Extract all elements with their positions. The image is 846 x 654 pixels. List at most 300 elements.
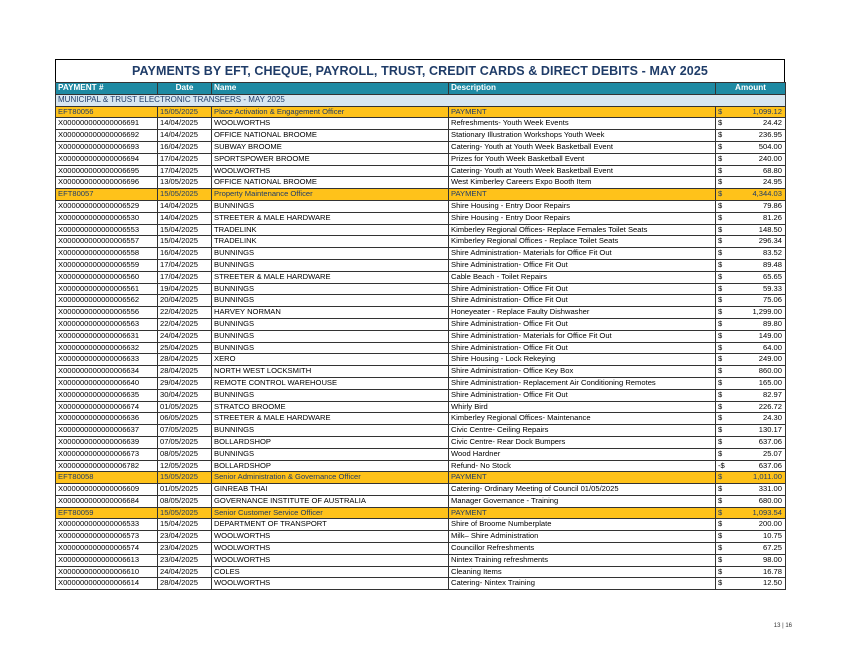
name-cell: XERO (212, 354, 449, 366)
date-cell: 28/04/2025 (158, 354, 212, 366)
currency-symbol: $ (718, 342, 723, 352)
amount-value: 165.00 (758, 377, 782, 387)
amount-cell (716, 248, 786, 260)
amount-cell (716, 436, 786, 448)
name-cell: WOOLWORTHS (212, 531, 449, 543)
date-cell: 24/04/2025 (158, 330, 212, 342)
header-date: Date (158, 83, 212, 95)
description-cell: PAYMENT (449, 106, 716, 118)
name-cell: GINREAB THAI (212, 484, 449, 496)
date-cell: 28/04/2025 (158, 366, 212, 378)
amount-cell (716, 460, 786, 472)
table-row (56, 236, 786, 248)
amount-cell (716, 330, 786, 342)
amount-value: 59.33 (762, 283, 782, 293)
payment-cell: EFT80056 (56, 106, 158, 118)
table-row (56, 436, 786, 448)
name-cell: BUNNINGS (212, 448, 449, 460)
amount-cell (716, 342, 786, 354)
amount-value: 24.95 (762, 177, 782, 187)
amount-cell (716, 401, 786, 413)
description-cell: Councillor Refreshments (449, 543, 716, 555)
currency-symbol: $ (718, 389, 723, 399)
currency-symbol: $ (718, 118, 723, 128)
table-row (56, 130, 786, 142)
table-row (56, 578, 786, 590)
amount-cell (716, 318, 786, 330)
amount-value: 82.97 (762, 389, 782, 399)
date-cell: 15/05/2025 (158, 106, 212, 118)
table-row (56, 484, 786, 496)
table-row (56, 153, 786, 165)
amount-value: 79.86 (762, 200, 782, 210)
amount-cell (716, 554, 786, 566)
name-cell: WOOLWORTHS (212, 543, 449, 555)
amount-value: 68.80 (762, 165, 782, 175)
name-cell: BUNNINGS (212, 283, 449, 295)
header-amount: Amount (716, 83, 786, 95)
table-row (56, 307, 786, 319)
name-cell: COLES (212, 566, 449, 578)
payment-cell: X000000000000006640 (56, 377, 158, 389)
date-cell: 07/05/2025 (158, 425, 212, 437)
eft-payment-row (56, 472, 786, 484)
amount-value: 148.50 (758, 224, 782, 234)
amount-cell (716, 106, 786, 118)
amount-cell (716, 484, 786, 496)
name-cell: BUNNINGS (212, 200, 449, 212)
currency-symbol: $ (718, 507, 723, 517)
name-cell: Place Activation & Engagement Officer (212, 106, 449, 118)
payment-cell: X000000000000006674 (56, 401, 158, 413)
description-cell: Honeyeater - Replace Faulty Dishwasher (449, 307, 716, 319)
date-cell: 15/05/2025 (158, 189, 212, 201)
date-cell: 06/05/2025 (158, 413, 212, 425)
amount-value: 98.00 (762, 554, 782, 564)
payment-cell: X000000000000006632 (56, 342, 158, 354)
amount-value: 200.00 (758, 519, 782, 529)
currency-symbol: $ (718, 566, 723, 576)
table-row (56, 177, 786, 189)
payment-cell: X000000000000006782 (56, 460, 158, 472)
table-row (56, 566, 786, 578)
date-cell: 20/04/2025 (158, 295, 212, 307)
currency-symbol: $ (718, 472, 723, 482)
table-row (56, 366, 786, 378)
amount-value: 1,011.00 (753, 472, 782, 482)
amount-value: 24.42 (762, 118, 782, 128)
amount-value: 504.00 (758, 141, 782, 151)
table-row (56, 354, 786, 366)
currency-symbol: $ (718, 212, 723, 222)
name-cell: STREETER & MALE HARDWARE (212, 212, 449, 224)
amount-value: 67.25 (762, 543, 782, 553)
description-cell: Wood Hardner (449, 448, 716, 460)
payment-cell: X000000000000006573 (56, 531, 158, 543)
date-cell: 14/04/2025 (158, 212, 212, 224)
payment-cell: EFT80058 (56, 472, 158, 484)
amount-cell (716, 141, 786, 153)
currency-symbol: $ (718, 271, 723, 281)
table-row (56, 554, 786, 566)
amount-value: 226.72 (758, 401, 782, 411)
name-cell: WOOLWORTHS (212, 118, 449, 130)
amount-cell (716, 259, 786, 271)
amount-value: 83.52 (762, 248, 782, 258)
amount-cell (716, 177, 786, 189)
amount-value: 10.75 (762, 531, 782, 541)
payments-table (55, 82, 786, 590)
name-cell: OFFICE NATIONAL BROOME (212, 130, 449, 142)
name-cell: BUNNINGS (212, 342, 449, 354)
amount-value: 680.00 (758, 495, 782, 505)
amount-value: 65.65 (762, 271, 782, 281)
amount-value: 860.00 (758, 366, 782, 376)
description-cell: Milk– Shire Administration (449, 531, 716, 543)
amount-cell (716, 189, 786, 201)
table-row (56, 531, 786, 543)
amount-cell (716, 200, 786, 212)
currency-symbol: -$ (718, 460, 725, 470)
section-label: MUNICIPAL & TRUST ELECTRONIC TRANSFERS - MAY 2025 (56, 94, 786, 106)
header-description: Description (449, 83, 716, 95)
description-cell: Catering- Nintex Training (449, 578, 716, 590)
date-cell: 22/04/2025 (158, 318, 212, 330)
date-cell: 14/04/2025 (158, 200, 212, 212)
payment-cell: X000000000000006574 (56, 543, 158, 555)
payment-cell: EFT80057 (56, 189, 158, 201)
name-cell: BOLLARDSHOP (212, 436, 449, 448)
description-cell: Whirly Bird (449, 401, 716, 413)
payment-cell: X000000000000006562 (56, 295, 158, 307)
table-row (56, 283, 786, 295)
description-cell: Shire Administration- Office Fit Out (449, 389, 716, 401)
date-cell: 15/04/2025 (158, 519, 212, 531)
amount-value: 249.00 (758, 354, 782, 364)
payment-cell: X000000000000006560 (56, 271, 158, 283)
description-cell: Shire Administration- Materials for Office Fit Out (449, 248, 716, 260)
currency-symbol: $ (718, 377, 723, 387)
eft-payment-row (56, 189, 786, 201)
description-cell: Civic Centre- Ceiling Repairs (449, 425, 716, 437)
date-cell: 30/04/2025 (158, 389, 212, 401)
currency-symbol: $ (718, 307, 723, 317)
date-cell: 17/04/2025 (158, 153, 212, 165)
amount-cell (716, 377, 786, 389)
table-row (56, 425, 786, 437)
description-cell: Cable Beach - Toilet Repairs (449, 271, 716, 283)
amount-value: 12.50 (762, 578, 782, 588)
payment-cell: X000000000000006558 (56, 248, 158, 260)
date-cell: 23/04/2025 (158, 543, 212, 555)
date-cell: 08/05/2025 (158, 448, 212, 460)
amount-cell (716, 448, 786, 460)
payment-cell: X000000000000006673 (56, 448, 158, 460)
amount-cell (716, 283, 786, 295)
name-cell: BUNNINGS (212, 330, 449, 342)
date-cell: 22/04/2025 (158, 307, 212, 319)
date-cell: 15/05/2025 (158, 472, 212, 484)
date-cell: 08/05/2025 (158, 495, 212, 507)
name-cell: BUNNINGS (212, 425, 449, 437)
name-cell: REMOTE CONTROL WAREHOUSE (212, 377, 449, 389)
currency-symbol: $ (718, 413, 723, 423)
currency-symbol: $ (718, 495, 723, 505)
currency-symbol: $ (718, 165, 723, 175)
currency-symbol: $ (718, 189, 723, 199)
table-row (56, 495, 786, 507)
payment-cell: X000000000000006695 (56, 165, 158, 177)
header-payment: PAYMENT # (56, 83, 158, 95)
description-cell: Prizes for Youth Week Basketball Event (449, 153, 716, 165)
table-row (56, 377, 786, 389)
date-cell: 07/05/2025 (158, 436, 212, 448)
payment-cell: X000000000000006610 (56, 566, 158, 578)
table-row (56, 295, 786, 307)
date-cell: 17/04/2025 (158, 271, 212, 283)
amount-cell (716, 472, 786, 484)
amount-value: 64.00 (762, 342, 782, 352)
payment-cell: X000000000000006614 (56, 578, 158, 590)
amount-value: 89.48 (762, 259, 782, 269)
amount-cell (716, 413, 786, 425)
currency-symbol: $ (718, 425, 723, 435)
amount-value: 236.95 (758, 130, 782, 140)
date-cell: 15/04/2025 (158, 224, 212, 236)
amount-value: 25.07 (762, 448, 782, 458)
date-cell: 15/05/2025 (158, 507, 212, 519)
payment-cell: X000000000000006634 (56, 366, 158, 378)
name-cell: OFFICE NATIONAL BROOME (212, 177, 449, 189)
table-row (56, 200, 786, 212)
name-cell: NORTH WEST LOCKSMITH (212, 366, 449, 378)
table-row (56, 141, 786, 153)
currency-symbol: $ (718, 448, 723, 458)
date-cell: 17/04/2025 (158, 165, 212, 177)
payment-cell: X000000000000006684 (56, 495, 158, 507)
amount-cell (716, 507, 786, 519)
table-row (56, 413, 786, 425)
amount-cell (716, 578, 786, 590)
currency-symbol: $ (718, 177, 723, 187)
amount-cell (716, 531, 786, 543)
amount-value: 4,344.03 (752, 189, 782, 199)
payment-cell: X000000000000006635 (56, 389, 158, 401)
amount-value: 149.00 (758, 330, 782, 340)
amount-value: 16.78 (762, 566, 782, 576)
currency-symbol: $ (718, 578, 723, 588)
table-row (56, 165, 786, 177)
name-cell: WOOLWORTHS (212, 578, 449, 590)
currency-symbol: $ (718, 354, 723, 364)
amount-value: 331.00 (758, 484, 782, 494)
name-cell: GOVERNANCE INSTITUTE OF AUSTRALIA (212, 495, 449, 507)
currency-symbol: $ (718, 436, 723, 446)
amount-cell (716, 212, 786, 224)
amount-cell (716, 236, 786, 248)
description-cell: Shire Housing - Entry Door Repairs (449, 212, 716, 224)
description-cell: Manager Governance - Training (449, 495, 716, 507)
description-cell: Shire Administration- Replacement Air Conditioning Remotes (449, 377, 716, 389)
table-row (56, 330, 786, 342)
amount-cell (716, 543, 786, 555)
description-cell: Catering- Youth at Youth Week Basketball Event (449, 165, 716, 177)
amount-cell (716, 566, 786, 578)
date-cell: 25/04/2025 (158, 342, 212, 354)
currency-symbol: $ (718, 248, 723, 258)
name-cell: Property Maintenance Officer (212, 189, 449, 201)
currency-symbol: $ (718, 484, 723, 494)
name-cell: BOLLARDSHOP (212, 460, 449, 472)
table-row (56, 519, 786, 531)
payment-cell: X000000000000006693 (56, 141, 158, 153)
payment-cell: X000000000000006533 (56, 519, 158, 531)
amount-cell (716, 366, 786, 378)
payment-cell: X000000000000006639 (56, 436, 158, 448)
name-cell: BUNNINGS (212, 248, 449, 260)
table-row (56, 212, 786, 224)
amount-value: 75.06 (762, 295, 782, 305)
name-cell: TRADELINK (212, 236, 449, 248)
amount-value: 1,099.12 (752, 106, 782, 116)
amount-value: 89.80 (762, 318, 782, 328)
table-row (56, 342, 786, 354)
amount-value: 81.26 (762, 212, 782, 222)
name-cell: WOOLWORTHS (212, 165, 449, 177)
table-row (56, 248, 786, 260)
name-cell: Senior Customer Service Officer (212, 507, 449, 519)
currency-symbol: $ (718, 130, 723, 140)
eft-payment-row (56, 106, 786, 118)
description-cell: Shire Administration- Office Fit Out (449, 295, 716, 307)
description-cell: PAYMENT (449, 189, 716, 201)
name-cell: SPORTSPOWER BROOME (212, 153, 449, 165)
payment-cell: X000000000000006631 (56, 330, 158, 342)
payment-cell: X000000000000006556 (56, 307, 158, 319)
description-cell: Kimberley Regional Offices - Replace Toilet Seats (449, 236, 716, 248)
currency-symbol: $ (718, 519, 723, 529)
date-cell: 23/04/2025 (158, 531, 212, 543)
amount-cell (716, 354, 786, 366)
name-cell: BUNNINGS (212, 295, 449, 307)
payment-cell: X000000000000006530 (56, 212, 158, 224)
date-cell: 13/05/2025 (158, 177, 212, 189)
payment-cell: X000000000000006563 (56, 318, 158, 330)
page-number: 13 | 16 (773, 623, 792, 629)
amount-value: 296.34 (758, 236, 782, 246)
amount-cell (716, 307, 786, 319)
payment-cell: X000000000000006694 (56, 153, 158, 165)
currency-symbol: $ (718, 531, 723, 541)
description-cell: Shire of Broome Numberplate (449, 519, 716, 531)
date-cell: 12/05/2025 (158, 460, 212, 472)
header-name: Name (212, 83, 449, 95)
description-cell: Shire Administration- Office Fit Out (449, 342, 716, 354)
name-cell: BUNNINGS (212, 318, 449, 330)
table-row (56, 401, 786, 413)
date-cell: 19/04/2025 (158, 283, 212, 295)
amount-cell (716, 425, 786, 437)
description-cell: Kimberley Regional Offices- Maintenance (449, 413, 716, 425)
table-row (56, 271, 786, 283)
date-cell: 01/05/2025 (158, 401, 212, 413)
payment-cell: X000000000000006696 (56, 177, 158, 189)
currency-symbol: $ (718, 153, 723, 163)
amount-value: 637.06 (758, 460, 782, 470)
date-cell: 16/04/2025 (158, 248, 212, 260)
currency-symbol: $ (718, 106, 723, 116)
table-header-row (56, 83, 786, 95)
name-cell: HARVEY NORMAN (212, 307, 449, 319)
date-cell: 14/04/2025 (158, 118, 212, 130)
date-cell: 29/04/2025 (158, 377, 212, 389)
payment-cell: X000000000000006692 (56, 130, 158, 142)
amount-cell (716, 495, 786, 507)
payment-cell: X000000000000006636 (56, 413, 158, 425)
amount-value: 130.17 (758, 425, 782, 435)
table-row (56, 318, 786, 330)
amount-cell (716, 295, 786, 307)
date-cell: 14/04/2025 (158, 130, 212, 142)
date-cell: 01/05/2025 (158, 484, 212, 496)
amount-cell (716, 165, 786, 177)
payment-cell: X000000000000006637 (56, 425, 158, 437)
amount-value: 240.00 (758, 153, 782, 163)
payment-cell: X000000000000006529 (56, 200, 158, 212)
payment-cell: X000000000000006633 (56, 354, 158, 366)
page-title: PAYMENTS BY EFT, CHEQUE, PAYROLL, TRUST, CREDIT CARDS & DIRECT DEBITS - MAY 2025 (55, 59, 785, 82)
currency-symbol: $ (718, 259, 723, 269)
amount-cell (716, 224, 786, 236)
table-row (56, 543, 786, 555)
currency-symbol: $ (718, 236, 723, 246)
table-row (56, 118, 786, 130)
payment-cell: X000000000000006557 (56, 236, 158, 248)
table-row (56, 259, 786, 271)
description-cell: Stationary Illustration Workshops Youth Week (449, 130, 716, 142)
payment-cell: X000000000000006559 (56, 259, 158, 271)
table-row (56, 460, 786, 472)
payment-cell: EFT80059 (56, 507, 158, 519)
payment-cell: X000000000000006553 (56, 224, 158, 236)
name-cell: DEPARTMENT OF TRANSPORT (212, 519, 449, 531)
description-cell: Kimberley Regional Offices- Replace Females Toilet Seats (449, 224, 716, 236)
currency-symbol: $ (718, 141, 723, 151)
currency-symbol: $ (718, 554, 723, 564)
description-cell: Shire Housing - Lock Rekeying (449, 354, 716, 366)
payment-cell: X000000000000006561 (56, 283, 158, 295)
name-cell: Senior Administration & Governance Officer (212, 472, 449, 484)
table-row (56, 448, 786, 460)
description-cell: Catering- Ordinary Meeting of Council 01/05/2025 (449, 484, 716, 496)
section-row (56, 94, 786, 106)
amount-value: 637.06 (758, 436, 782, 446)
date-cell: 28/04/2025 (158, 578, 212, 590)
currency-symbol: $ (718, 543, 723, 553)
description-cell: Shire Administration- Office Key Box (449, 366, 716, 378)
date-cell: 17/04/2025 (158, 259, 212, 271)
eft-payment-row (56, 507, 786, 519)
description-cell: Shire Administration- Office Fit Out (449, 318, 716, 330)
payment-cell: X000000000000006609 (56, 484, 158, 496)
description-cell: Shire Administration- Office Fit Out (449, 283, 716, 295)
name-cell: BUNNINGS (212, 389, 449, 401)
description-cell: Shire Administration- Office Fit Out (449, 259, 716, 271)
date-cell: 16/04/2025 (158, 141, 212, 153)
description-cell: Refund- No Stock (449, 460, 716, 472)
description-cell: Shire Administration- Materials for Office Fit Out (449, 330, 716, 342)
description-cell: Shire Housing - Entry Door Repairs (449, 200, 716, 212)
